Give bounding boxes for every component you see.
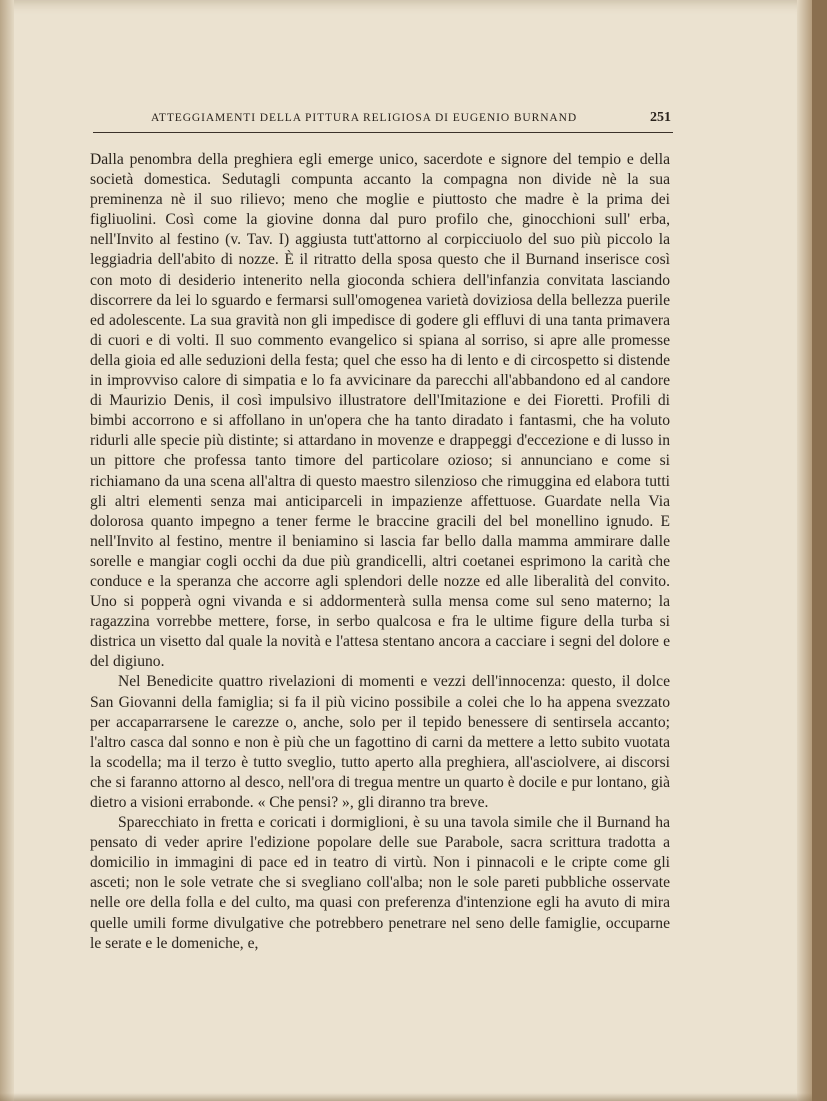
paragraph-3: Sparecchiato in fretta e coricati i dormiglioni, è su una tavola simile che il Burnand ha pensato di veder aprire l'edizione popolare delle sue Parabole, sacra scrittura tradotta a domicilio in immagini di pace ed in teatro di virtù. Non i pinnacoli e le cripte come gli asceti; non le sole vetrate che si svegliano coll'alba; non le sole pareti pubbliche osservate nelle ore della folla e del culto, ma quasi con preferenza d'intenzione egli ha avuto di mira quelle umili forme divulgative che potrebbero penetrare nel seno delle famiglie, occuparne le serate e le domeniche, e, xyxy=(90,814,670,952)
paragraph-2: Nel Benedicite quattro rivelazioni di momenti e vezzi dell'innocenza: questo, il dolce San Giovanni della famiglia; si fa il più vicino possibile a colei che lo ha appena svezzato per accaparrarsene le carezze o, anche, solo per il tepido benessere di sentirsela accanto; l'altro casca dal sonno e non è più che un fagottino di carni da mettere a letto subito vuotata la scodella; ma il terzo è tutto sveglio, tutto aperto alla preghiera, all'asciolvere, ai discorsi che si faranno attorno al desco, nell'ora di tregua mentre un quarto è docile e pur lontano, già dietro a visioni errabonde. « Che pensi? », gli diranno tra breve. xyxy=(90,673,670,811)
running-header xyxy=(93,110,673,133)
page-bottom-edge xyxy=(0,1093,812,1101)
page-number: 251 xyxy=(650,110,671,125)
page-right-edge xyxy=(797,0,812,1101)
paragraph-1: Dalla penombra della preghiera egli emerge unico, sacerdote e signore del tempio e della società domestica. Sedutagli compunta accanto la compagna non divide nè la sua preminenza nè il suo rilievo; meno che moglie e piuttosto che madre è la prima dei figliuolini. Così come la giovine donna dal puro profilo che, ginocchioni sull' erba, nell'Invito al festino (v. Tav. I) aggiusta tutt'attorno al corpicciuolo del suo più piccolo la leggiadria dell'abito di nozze. È il ritratto della sposa questo che il Burnand inserisce così con moto di desiderio intenerito nella gioconda schiera dell'infanzia convitata lasciando discorrere da lei lo sguardo e fermarsi sull'omogenea varietà doviziosa della bellezza puerile ed adolescente. La sua gravità non gli impedisce di godere gli effluvi di una tanta primavera di cuori e di volti. Il suo commento evangelico si spiana al sorriso, si apre alle promesse della gioia ed alle seduzioni della festa; quel che esso ha di lento e di circospetto si distende in improvviso calore di simpatia e lo fa avvicinare da parecchi all'abbandono ed al candore di Maurizio Denis, il così impulsivo illustratore dell'Imitazione e dei Fioretti. Profili di bimbi accorrono e si affollano in un'opera che ha tanto diradato i fantasmi, che ha voluto ridurli alle specie più distinte; si attardano in movenze e drappeggi d'eccezione e di lusso in un pittore che professa tanto timore del particolare ozioso; si annunciano e come si richiamano da una scena all'altra di questo maestro silenzioso che rimuggina ed elabora tutti gli altri elementi senza mai anticiparceli in impazienze affettuose. Guardate nella Via dolorosa quanto impegno a tener ferme le braccine gracili del bel monellino ignudo. E nell'Invito al festino, mentre il beniamino si lascia far bello dalla mamma ammirare dalle sorelle e mangiar cogli occhi da due più grandicelli, altri coetanei esprimono la carità che conduce e la speranza che accorre agli splendori delle nozze ed alle liberalità del convito. Uno si popperà ogni vivanda e si addormenterà sulla mensa come sul seno materno; la ragazzina vorrebbe mettere, forse, in serbo qualcosa e fra le ultime figure della turba si districa un visetto dal quale la novità e l'attesa stentano ancora a cacciare i segni del dolore e del digiuno. xyxy=(90,151,670,671)
page-left-edge xyxy=(0,0,14,1101)
running-title: ATTEGGIAMENTI DELLA PITTURA RELIGIOSA DI EUGENIO BURNAND xyxy=(151,112,578,124)
body-text xyxy=(90,150,670,954)
